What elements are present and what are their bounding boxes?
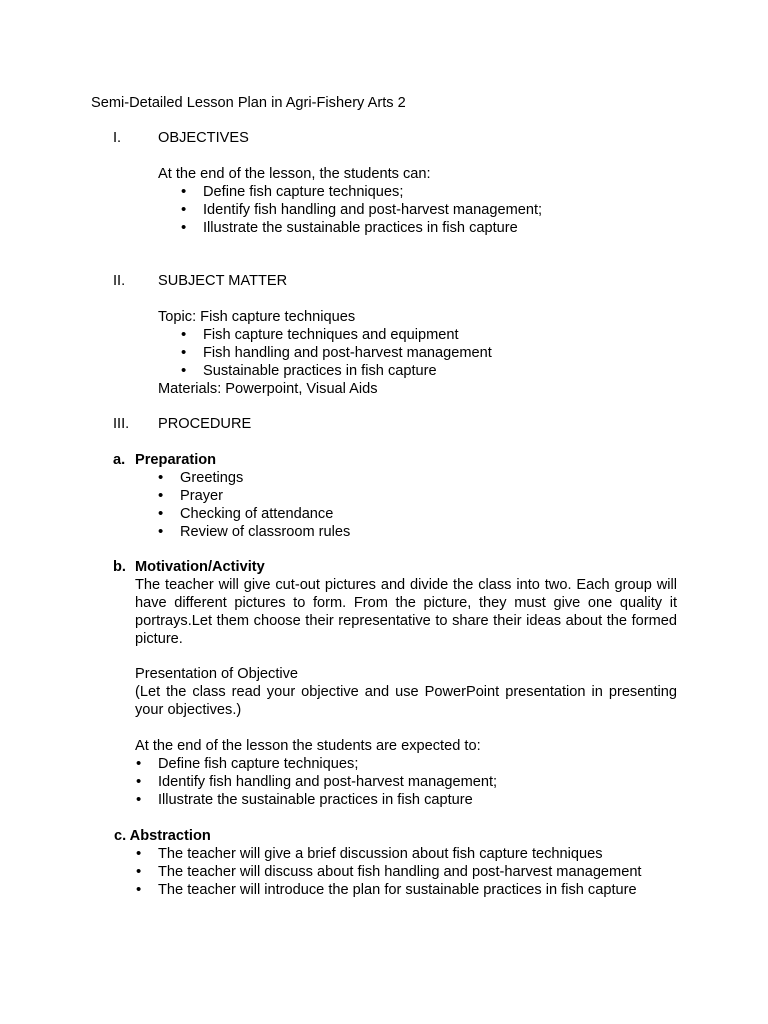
presentation-text: (Let the class read your objective and use PowerPoint presentation in presenting your objectives.) bbox=[135, 684, 677, 718]
list-item: • Illustrate the sustainable practices in fish capture bbox=[136, 791, 497, 809]
list-item: • Prayer bbox=[158, 487, 350, 505]
list-item: • Fish capture techniques and equipment bbox=[181, 326, 492, 344]
preparation-heading: Preparation bbox=[135, 452, 217, 468]
motivation-heading: Motivation/Activity bbox=[135, 559, 265, 575]
list-item: • Fish handling and post-harvest management bbox=[181, 344, 492, 362]
presentation-heading: Presentation of Objective bbox=[135, 666, 299, 682]
abstraction-list bbox=[136, 845, 642, 899]
motivation-paragraph: The teacher will give cut-out pictures and divide the class into two. Each group will have different pictures to form. From the picture, they must give one quality it portrays.Let them choose their representative to share their ideas about the formed picture. bbox=[135, 577, 677, 647]
list-item: • The teacher will give a brief discussion about fish capture techniques bbox=[136, 845, 642, 863]
list-item: • Identify fish handling and post-harvest management; bbox=[136, 773, 497, 791]
subject-matter-list bbox=[181, 326, 492, 380]
abstraction-heading: c. Abstraction bbox=[114, 828, 211, 844]
objectives-list bbox=[181, 183, 542, 237]
list-item: • The teacher will discuss about fish handling and post-harvest management bbox=[136, 863, 642, 881]
section-numeral-1: I. bbox=[113, 130, 122, 146]
expected-intro: At the end of the lesson the students are expected to: bbox=[135, 738, 481, 754]
list-item: • Review of classroom rules bbox=[158, 523, 350, 541]
objectives-intro: At the end of the lesson, the students can: bbox=[158, 166, 431, 182]
objectives-heading: OBJECTIVES bbox=[158, 130, 249, 146]
list-item: • Greetings bbox=[158, 469, 350, 487]
topic-line: Topic: Fish capture techniques bbox=[158, 309, 356, 325]
preparation-letter: a. bbox=[113, 452, 126, 468]
section-numeral-3: III. bbox=[113, 416, 130, 432]
subject-matter-heading: SUBJECT MATTER bbox=[158, 273, 288, 289]
list-item: • Checking of attendance bbox=[158, 505, 350, 523]
document-title: Semi-Detailed Lesson Plan in Agri-Fishery Arts 2 bbox=[91, 95, 406, 111]
list-item: • Define fish capture techniques; bbox=[181, 183, 542, 201]
procedure-heading: PROCEDURE bbox=[158, 416, 252, 432]
list-item: • Illustrate the sustainable practices in fish capture bbox=[181, 219, 542, 237]
expected-list bbox=[136, 755, 497, 809]
materials-line: Materials: Powerpoint, Visual Aids bbox=[158, 381, 378, 397]
section-numeral-2: II. bbox=[113, 273, 126, 289]
list-item: • Identify fish handling and post-harvest management; bbox=[181, 201, 542, 219]
list-item: • Sustainable practices in fish capture bbox=[181, 362, 492, 380]
motivation-letter: b. bbox=[113, 559, 126, 575]
list-item: • Define fish capture techniques; bbox=[136, 755, 497, 773]
preparation-list bbox=[158, 469, 350, 541]
list-item: • The teacher will introduce the plan for sustainable practices in fish capture bbox=[136, 881, 642, 899]
